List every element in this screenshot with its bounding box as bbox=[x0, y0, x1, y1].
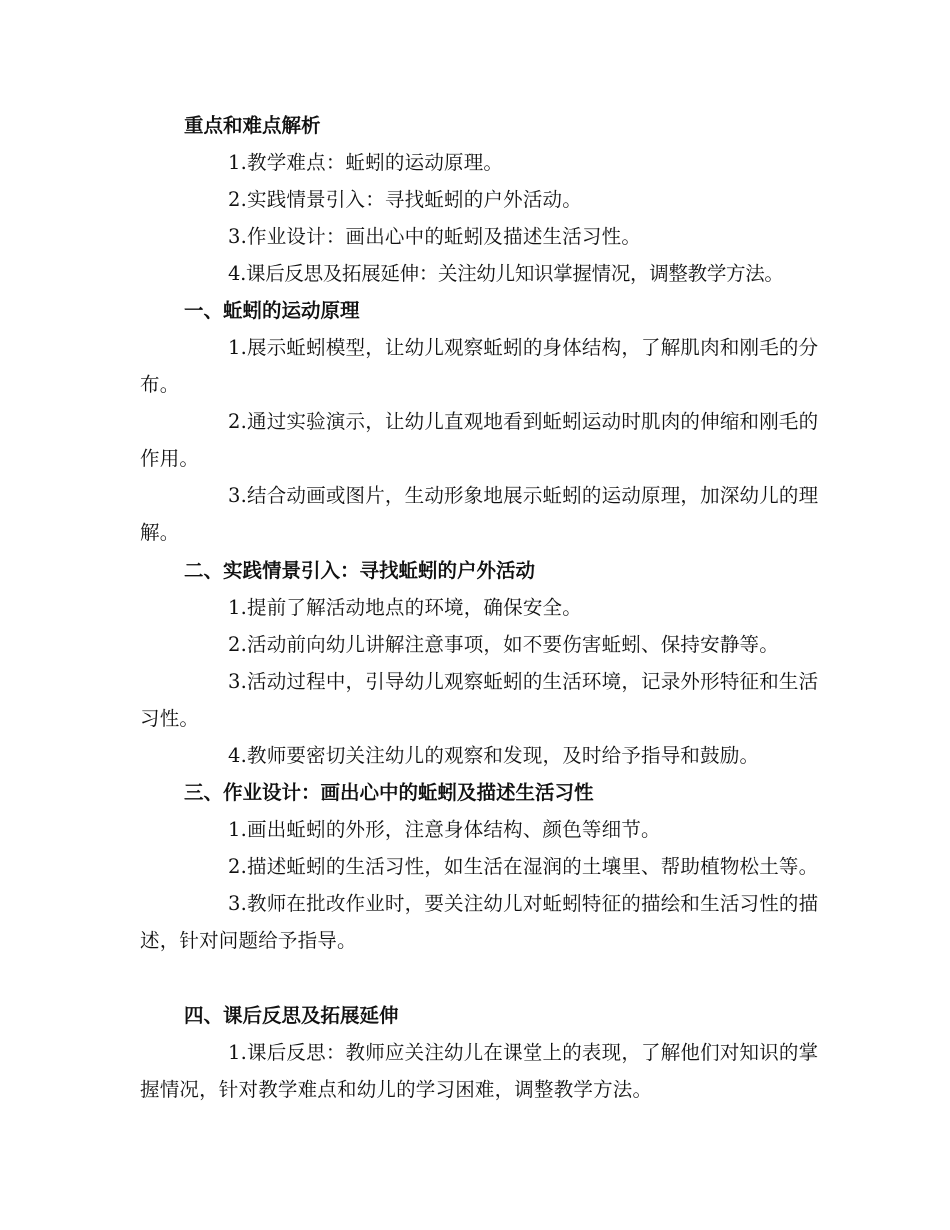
item-text: 课后反思及拓展延伸：关注幼儿知识掌握情况，调整教学方法。 bbox=[246, 262, 784, 285]
section-outdoor-activity bbox=[140, 552, 820, 774]
item-text: 课后反思：教师应关注幼儿在课堂上的表现，了解他们对知识的掌握情况，针对教学难点和幼儿的学习困难，调整教学方法。 bbox=[140, 1041, 819, 1101]
item-number: 1. bbox=[228, 151, 248, 174]
item-number: 1. bbox=[228, 818, 248, 841]
item-number: 3. bbox=[228, 225, 248, 248]
item-text: 画出蚯蚓的外形，注意身体结构、颜色等细节。 bbox=[247, 818, 661, 841]
item-text: 结合动画或图片，生动形象地展示蚯蚓的运动原理，加深幼儿的理解。 bbox=[140, 484, 819, 544]
list-item bbox=[140, 626, 820, 663]
list-item bbox=[140, 848, 820, 885]
section-heading: 三、作业设计：画出心中的蚯蚓及描述生活习性 bbox=[184, 781, 594, 804]
item-text: 通过实验演示，让幼儿直观地看到蚯蚓运动时肌肉的伸缩和刚毛的作用。 bbox=[140, 410, 819, 470]
section-movement bbox=[140, 292, 820, 551]
list-item bbox=[140, 1034, 820, 1108]
item-text: 实践情景引入：寻找蚯蚓的户外活动。 bbox=[247, 188, 582, 211]
item-text: 教学难点：蚯蚓的运动原理。 bbox=[247, 151, 504, 174]
summary-heading: 重点和难点解析 bbox=[184, 114, 321, 137]
item-number: 1. bbox=[228, 1041, 248, 1064]
list-item bbox=[140, 329, 820, 403]
item-text: 活动前向幼儿讲解注意事项，如不要伤害蚯蚓、保持安静等。 bbox=[247, 633, 779, 656]
item-text: 描述蚯蚓的生活习性，如生活在湿润的土壤里、帮助植物松土等。 bbox=[247, 855, 819, 878]
summary-item bbox=[140, 144, 820, 181]
section-homework bbox=[140, 774, 820, 959]
summary-item bbox=[140, 255, 820, 292]
section-heading: 一、蚯蚓的运动原理 bbox=[184, 299, 360, 322]
item-number: 2. bbox=[228, 410, 248, 433]
item-text: 展示蚯蚓模型，让幼儿观察蚯蚓的身体结构，了解肌肉和刚毛的分布。 bbox=[140, 336, 819, 396]
summary-section bbox=[140, 107, 820, 292]
list-item bbox=[140, 737, 820, 774]
summary-item bbox=[140, 181, 820, 218]
list-item bbox=[140, 403, 820, 477]
item-number: 4. bbox=[228, 262, 247, 285]
section-reflection bbox=[140, 997, 820, 1108]
item-number: 2. bbox=[228, 855, 248, 878]
item-number: 1. bbox=[228, 596, 248, 619]
item-text: 作业设计：画出心中的蚯蚓及描述生活习性。 bbox=[247, 225, 642, 248]
list-item bbox=[140, 885, 820, 959]
item-number: 3. bbox=[228, 670, 248, 693]
item-text: 教师在批改作业时，要关注幼儿对蚯蚓特征的描绘和生活习性的描述，针对问题给予指导。 bbox=[140, 892, 819, 952]
item-number: 1. bbox=[228, 336, 248, 359]
item-text: 提前了解活动地点的环境，确保安全。 bbox=[247, 596, 582, 619]
summary-item bbox=[140, 218, 820, 255]
item-text: 教师要密切关注幼儿的观察和发现，及时给予指导和鼓励。 bbox=[247, 744, 760, 767]
list-item bbox=[140, 811, 820, 848]
item-number: 2. bbox=[228, 188, 248, 211]
list-item bbox=[140, 663, 820, 737]
list-item bbox=[140, 477, 820, 551]
item-number: 2. bbox=[228, 633, 248, 656]
list-item bbox=[140, 589, 820, 626]
item-text: 活动过程中，引导幼儿观察蚯蚓的生活环境，记录外形特征和生活习性。 bbox=[140, 670, 819, 730]
item-number: 3. bbox=[228, 484, 248, 507]
item-number: 3. bbox=[228, 892, 248, 915]
item-number: 4. bbox=[228, 744, 248, 767]
section-heading: 二、实践情景引入：寻找蚯蚓的户外活动 bbox=[184, 559, 536, 582]
section-heading: 四、课后反思及拓展延伸 bbox=[184, 1004, 399, 1027]
